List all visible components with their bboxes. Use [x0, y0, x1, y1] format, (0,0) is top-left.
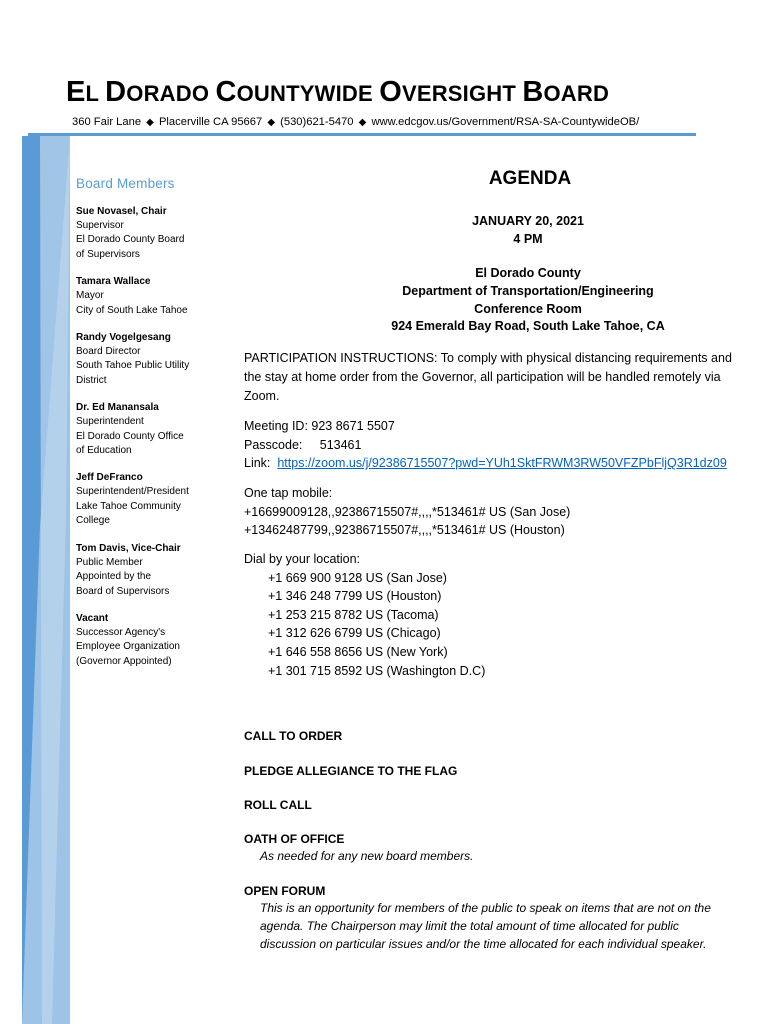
member-detail: El Dorado County Office: [76, 430, 184, 442]
member-entry: [76, 471, 226, 528]
member-detail: of Supervisors: [76, 248, 140, 260]
member-detail: Employee Organization: [76, 641, 180, 653]
location-line: Department of Transportation/Engineering: [402, 283, 654, 298]
member-detail: College: [76, 515, 110, 527]
sidebar-heading: Board Members: [76, 176, 175, 191]
member-detail: Superintendent: [76, 416, 144, 428]
member-detail: Supervisor: [76, 220, 124, 231]
agenda-item-heading: OATH OF OFFICE: [244, 832, 345, 846]
member-detail: Board Director: [76, 346, 141, 358]
member-detail: Superintendent/President: [76, 486, 189, 498]
dial-number: +1 669 900 9128 US (San Jose): [268, 570, 447, 585]
agenda-item-heading: PLEDGE ALLEGIANCE TO THE FLAG: [244, 764, 458, 778]
passcode-value: 513461: [319, 437, 362, 452]
member-name: Jeff DeFranco: [76, 472, 143, 484]
agenda-item: [244, 728, 714, 745]
title-word: DORADO: [105, 76, 210, 108]
link-row: [244, 454, 744, 473]
agenda-item-heading: ROLL CALL: [244, 798, 312, 812]
one-tap-number: +16699009128,,92386715507#,,,,*513461# US (San Jose): [244, 504, 571, 519]
diamond-separator-icon: ◆: [358, 117, 367, 128]
diamond-separator-icon: ◆: [146, 117, 154, 128]
title-word: COUNTYWIDE: [215, 76, 373, 108]
link-label: Link:: [244, 456, 271, 471]
member-entry: [76, 542, 226, 599]
meeting-date-block: [338, 212, 718, 248]
dial-number: +1 301 715 8592 US (Washington D.C): [268, 663, 486, 678]
member-detail: of Education: [76, 445, 132, 457]
passcode-row: [244, 436, 744, 455]
member-detail: Public Member: [76, 556, 143, 568]
one-tap-mobile: [244, 484, 744, 540]
agenda-item: [244, 763, 714, 780]
agenda-item-description: This is an opportunity for members of the public to speak on items that are not on the agenda. The Chairperson may limit the total amount of time allocated for public discussion on particular issues and/or the time allocated for each individual speaker.: [260, 901, 711, 951]
city-address: Placerville CA 95667: [158, 116, 263, 128]
member-name: Tom Davis, Vice-Chair: [76, 542, 181, 554]
location-line: Conference Room: [474, 301, 582, 316]
one-tap-number: +13462487799,,92386715507#,,,,*513461# US (Houston): [244, 523, 565, 538]
member-entry: [76, 275, 226, 318]
decorative-side-band: [22, 136, 70, 1024]
member-detail: Successor Agency's: [76, 626, 166, 638]
zoom-meeting-info: [244, 417, 744, 473]
meeting-date: JANUARY 20, 2021: [472, 214, 584, 228]
title-word: BOARD: [522, 76, 610, 108]
dial-label: Dial by your location:: [244, 552, 361, 566]
member-entry: [76, 612, 226, 669]
title-word: EL: [66, 76, 99, 108]
diamond-separator-icon: ◆: [267, 117, 276, 128]
member-name: Vacant: [76, 612, 109, 624]
member-detail: Appointed by the: [76, 571, 152, 583]
agenda-item: [244, 797, 714, 814]
agenda-item-description: As needed for any new board members.: [260, 849, 474, 863]
dial-number: +1 253 215 8782 US (Tacoma): [268, 607, 439, 622]
meeting-id: Meeting ID: 923 8671 5507: [244, 419, 395, 433]
board-members-sidebar: [76, 176, 226, 682]
address-line: [72, 116, 639, 128]
passcode-label: Passcode:: [244, 437, 303, 452]
member-detail: Mayor: [76, 290, 104, 302]
member-name: Dr. Ed Manansala: [76, 402, 159, 414]
dial-by-location: [244, 550, 744, 680]
meeting-location-block: [338, 265, 718, 336]
member-detail: City of South Lake Tahoe: [76, 304, 188, 316]
dial-number: +1 646 558 8656 US (New York): [268, 644, 448, 659]
zoom-link[interactable]: https://zoom.us/j/92386715507?pwd=YUh1SktFRWM3RW50VFZPbFljQ3R1dz09: [277, 456, 727, 471]
one-tap-label: One tap mobile:: [244, 486, 333, 500]
member-name: Sue Novasel, Chair: [76, 206, 167, 217]
meeting-time: 4 PM: [513, 232, 543, 246]
agenda-item-heading: CALL TO ORDER: [244, 729, 343, 743]
member-detail: El Dorado County Board: [76, 234, 185, 246]
board-title: [66, 76, 609, 109]
member-detail: South Tahoe Public Utility: [76, 360, 190, 372]
participation-instructions: PARTICIPATION INSTRUCTIONS: To comply with physical distancing requirements and the stay at home order from the Governor, all participation will be handled remotely via Zoom.: [244, 351, 732, 403]
agenda-item: [244, 831, 714, 866]
member-entry: [76, 331, 226, 388]
member-detail: Lake Tahoe Community: [76, 500, 181, 512]
agenda-item: [244, 883, 714, 953]
member-name: Randy Vogelgesang: [76, 332, 171, 344]
member-entry: [76, 401, 226, 458]
agenda-title: AGENDA: [488, 168, 572, 189]
location-line: El Dorado County: [475, 266, 581, 280]
member-entry: [76, 205, 226, 262]
member-detail: (Governor Appointed): [76, 655, 172, 667]
dial-number: +1 312 626 6799 US (Chicago): [268, 626, 441, 641]
dial-number: +1 346 248 7799 US (Houston): [268, 589, 442, 604]
website-address: www.edcgov.us/Government/RSA-SA-CountywideOB/: [371, 116, 640, 128]
location-line: 924 Emerald Bay Road, South Lake Tahoe, CA: [391, 319, 665, 334]
member-detail: District: [76, 374, 107, 386]
street-address: 360 Fair Lane: [72, 116, 142, 128]
agenda-item-heading: OPEN FORUM: [244, 884, 326, 898]
title-word: OVERSIGHT: [379, 76, 517, 108]
member-detail: Board of Supervisors: [76, 585, 170, 597]
phone-number: (530)621-5470: [280, 116, 354, 128]
member-name: Tamara Wallace: [76, 276, 151, 288]
header-rule: [28, 133, 696, 136]
